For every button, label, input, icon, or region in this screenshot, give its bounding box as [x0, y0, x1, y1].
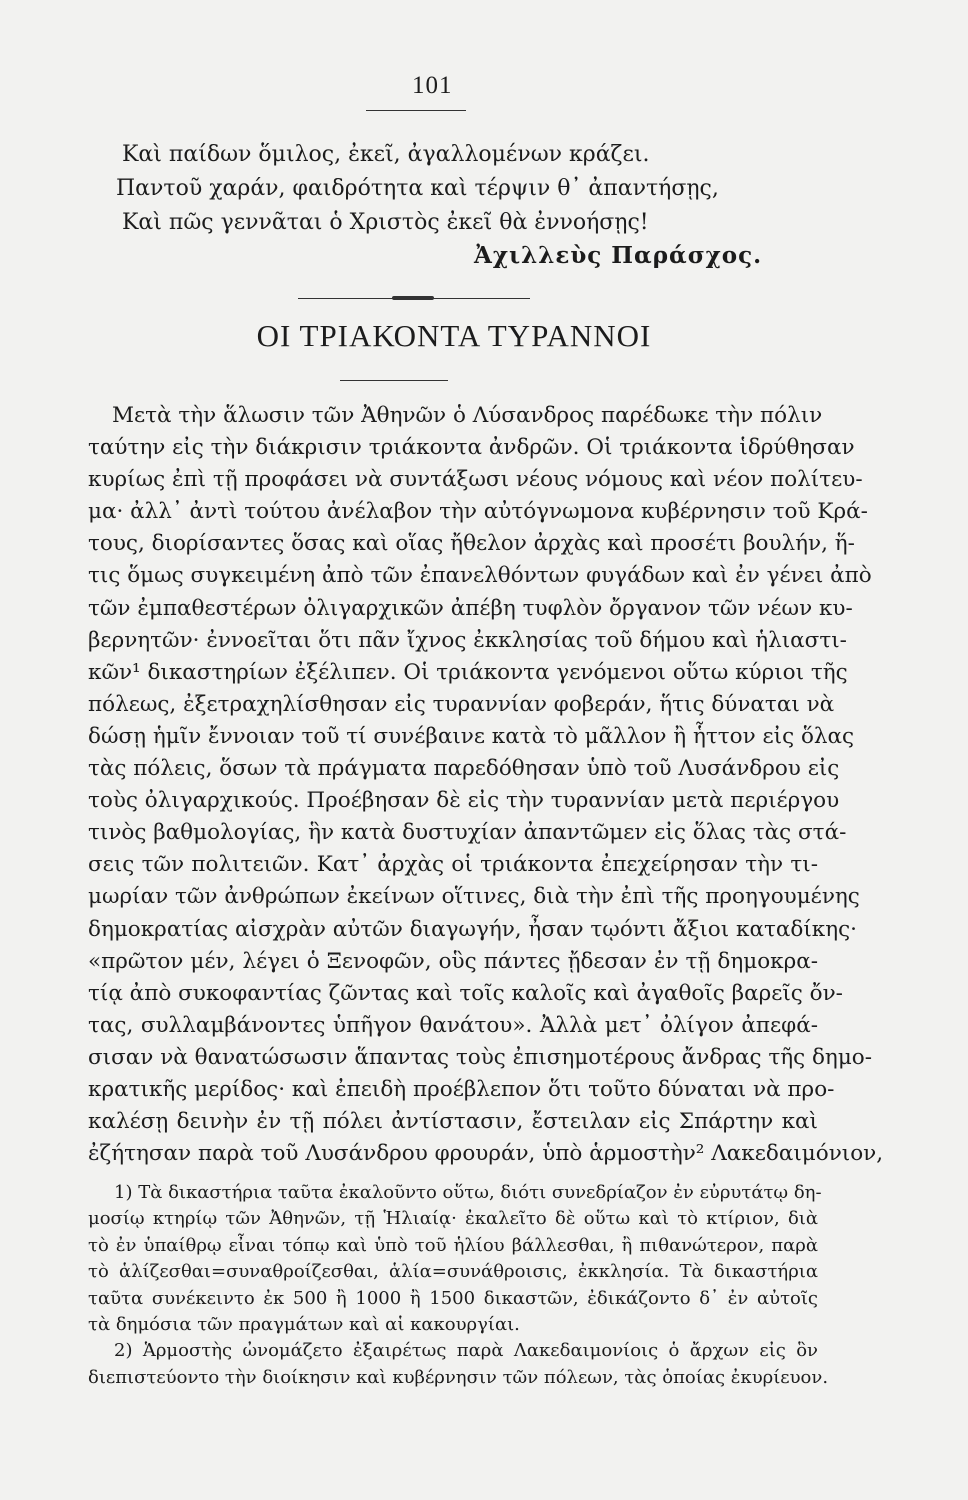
body-line: τας, συλλαμβάνοντες ὑπῆγον θανάτου». Ἀλλὰ μετ᾽ ὀλίγον ἀπεφά- — [88, 1012, 818, 1038]
poem-stanza — [116, 138, 719, 240]
body-line: καλέσῃ δεινὴν ἐν τῇ πόλει ἀντίστασιν, ἔστειλαν εἰς Σπάρτην καὶ — [88, 1109, 818, 1135]
body-line: μωρίαν τῶν ἀνθρώπων ἐκείνων οἵτινες, διὰ τὴν ἐπὶ τῆς προηγουμένης — [88, 884, 860, 910]
body-line: «πρῶτον μέν, λέγει ὁ Ξενοφῶν, οὓς πάντες ᾔδεσαν ἐν τῇ δημοκρα- — [88, 948, 818, 974]
poem-line: Παντοῦ χαράν, φαιδρότητα καὶ τέρψιν θ᾽ ἀπαντήσῃς, — [116, 176, 719, 201]
footnote-line: τὸ ἐν ὑπαίθρῳ εἶναι τόπῳ καὶ ὑπὸ τοῦ ἡλίου βάλλεσθαι, ἢ πιθανώτερον, παρὰ — [88, 1234, 818, 1256]
body-line: βερνητῶν· ἐννοεῖται ὅτι πᾶν ἴχνος ἐκκλησίας τοῦ δήμου καὶ ἡλιαστι- — [88, 627, 847, 653]
body-line: τῶν ἐμπαθεστέρων ὀλιγαρχικῶν ἀπέβη τυφλὸν ὄργανον τῶν νέων κυ- — [88, 595, 853, 621]
body-line: δώσῃ ἡμῖν ἔννοιαν τοῦ τί συνέβαινε κατὰ τὸ μᾶλλον ἢ ἧττον εἰς ὅλας — [88, 723, 855, 749]
title-rule — [340, 380, 448, 381]
body-line: τοὺς ὀλιγαρχικούς. Προέβησαν δὲ εἰς τὴν τυραννίαν μετὰ περιέργου — [88, 788, 840, 814]
body-line: τινὸς βαθμολογίας, ἣν κατὰ δυστυχίαν ἀπαντῶμεν εἰς ὅλας τὰς στά- — [88, 820, 847, 846]
page-number-rule — [366, 110, 466, 111]
body-line: κῶν¹ δικαστηρίων ἐξέλιπεν. Οἱ τριάκοντα γενόμενοι οὕτω κύριοι τῆς — [88, 659, 848, 685]
footnote-line: τὸ ἁλίζεσθαι=συναθροίζεσθαι, ἁλία=συνάθροισις, ἐκκλησία. Τὰ δικαστήρια — [88, 1261, 818, 1283]
footnote-line: ταῦτα συνέκειντο ἐκ 500 ἢ 1000 ἢ 1500 δικαστῶν, ἐδικάζοντο δ᾽ ἐν αὐτοῖς — [88, 1287, 818, 1309]
poem-line: Καὶ παίδων ὅμιλος, ἐκεῖ, ἀγαλλομένων κράζει. — [122, 142, 650, 167]
body-line: πόλεως, ἐξετραχηλίσθησαν εἰς τυραννίαν φοβεράν, ἥτις δύναται νὰ — [88, 691, 835, 717]
body-line: δημοκρατίας αἰσχρὰν αὐτῶν διαγωγήν, ἦσαν τῳόντι ἄξιοι καταδίκης· — [88, 916, 857, 942]
body-line: σεις τῶν πολιτειῶν. Κατ᾽ ἀρχὰς οἱ τριάκοντα ἐπεχείρησαν τὴν τι- — [88, 852, 818, 878]
body-line: κυρίως ἐπὶ τῇ προφάσει νὰ συντάξωσι νέους νόμους καὶ νέον πολίτευ- — [88, 467, 863, 493]
section-divider-ornament — [392, 296, 434, 300]
body-line: κρατικῆς μερίδος· καὶ ἐπειδὴ προέβλεπον ὅτι τοῦτο δύναται νὰ προ- — [88, 1076, 835, 1102]
footnote-line: διεπιστεύοντο τὴν διοίκησιν καὶ κυβέρνησιν τῶν πόλεων, τὰς ὁποίας ἐκυρίευον. — [88, 1366, 829, 1388]
page-number: 101 — [412, 72, 453, 99]
footnote-line: μοσίῳ κτηρίῳ τῶν Ἀθηνῶν, τῇ Ἡλιαίᾳ· ἐκαλεῖτο δὲ οὕτω καὶ τὸ κτίριον, διὰ — [88, 1208, 818, 1230]
body-line: τίᾳ ἀπὸ συκοφαντίας ζῶντας καὶ τοῖς καλοῖς καὶ ἀγαθοῖς βαρεῖς ὄν- — [88, 980, 843, 1006]
body-line: τις ὅμως συγκειμένη ἀπὸ τῶν ἐπανελθόντων φυγάδων καὶ ἐν γένει ἀπὸ — [88, 563, 872, 589]
footnote-line: 2) Ἁρμοστὴς ὠνομάζετο ἐξαιρέτως παρὰ Λακεδαιμονίοις ὁ ἄρχων εἰς ὃν — [114, 1340, 818, 1362]
body-line: τους, διορίσαντες ὅσας καὶ οἵας ἤθελον ἀρχὰς καὶ προσέτι βουλήν, ἥ- — [88, 531, 855, 557]
body-line: ἐζήτησαν παρὰ τοῦ Λυσάνδρου φρουράν, ὑπὸ ἁρμοστὴν² Λακεδαιμόνιον, — [88, 1141, 884, 1167]
body-line: ταύτην εἰς τὴν διάκρισιν τριάκοντα ἀνδρῶν. Οἱ τριάκοντα ἱδρύθησαν — [88, 435, 855, 461]
poem-signature: Ἀχιλλεὺς Παράσχος. — [474, 242, 763, 269]
footnote-line: τὰ δημόσια τῶν πραγμάτων καὶ αἱ κακουργίαι. — [88, 1314, 520, 1336]
body-line: τὰς πόλεις, ὅσων τὰ πράγματα παρεδόθησαν ὑπὸ τοῦ Λυσάνδρου εἰς — [88, 756, 840, 782]
poem-line: Καὶ πῶς γεννᾶται ὁ Χριστὸς ἐκεῖ θὰ ἐννοήσῃς! — [122, 210, 649, 235]
article-body — [88, 400, 884, 1170]
article-title: ΟΙ ΤΡΙΑΚΟΝΤΑ ΤΥΡΑΝΝΟΙ — [256, 318, 652, 353]
footnote-line: 1) Τὰ δικαστήρια ταῦτα ἐκαλοῦντο οὕτω, διότι συνεδρίαζον ἐν εὐρυτάτῳ δη- — [114, 1182, 822, 1203]
footnotes — [88, 1180, 829, 1391]
body-line: μα· ἀλλ᾽ ἀντὶ τούτου ἀνέλαβον τὴν αὐτόγνωμονα κυβέρνησιν τοῦ Κρά- — [88, 499, 868, 525]
body-line: Μετὰ τὴν ἅλωσιν τῶν Ἀθηνῶν ὁ Λύσανδρος παρέδωκε τὴν πόλιν — [112, 403, 823, 428]
body-line: σισαν νὰ θανατώσωσιν ἅπαντας τοὺς ἐπισημοτέρους ἄνδρας τῆς δημο- — [88, 1044, 872, 1070]
